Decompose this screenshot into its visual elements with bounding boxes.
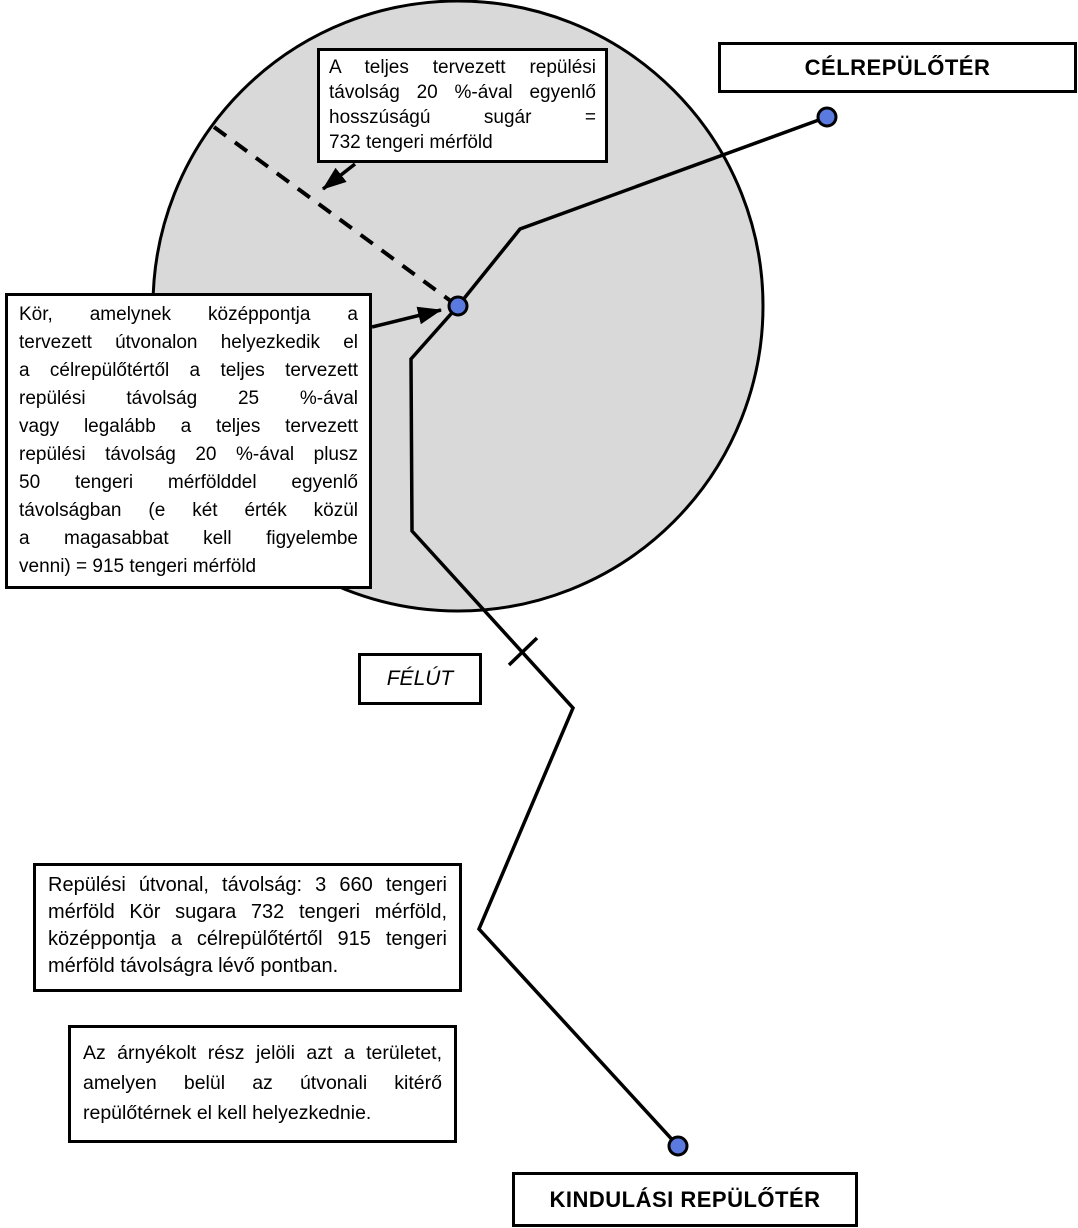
note-line: Az árnyékolt rész jelöli azt a területet, [83,1042,442,1064]
note-line: a magasabbat kell figyelembe [19,528,358,549]
note-line: vagy legalább a teljes tervezett [19,416,358,437]
note-line: 732 tengeri mérföld [329,132,493,153]
note-line: Repülési útvonal, távolság: 3 660 tengeri [48,874,447,896]
note-line: repülőtérnek el kell helyezkednie. [83,1102,372,1124]
note-line: hosszúságú sugár = [329,107,596,128]
note-line: távolságban (e két érték közül [19,500,358,521]
note-line: távolság 20 %-ával egyenlő [329,82,596,103]
note-line: amelyen belül az útvonali kitérő [83,1072,442,1094]
note-line: A teljes tervezett repülési [329,57,596,78]
note-line: tervezett útvonalon helyezkedik el [19,332,358,353]
departure-airport-label-box [512,1172,858,1227]
radius-note-box [317,48,608,163]
halfway-label-box [358,653,482,705]
note-line: mérföld távolságra lévő pontban. [48,955,339,977]
note-line: venni) = 915 tengeri mérföld [19,556,257,577]
note-line: 50 tengeri mérfölddel egyenlő [19,472,358,493]
route-note-box [33,863,462,992]
destination-airport-label: CÉLREPÜLŐTÉR [804,54,991,80]
note-line: a célrepülőtértől a teljes tervezett [19,360,358,381]
shaded-area-note-box [68,1025,457,1143]
note-line: középpontja a célrepülőtértől 915 tengeri [48,928,447,950]
note-line: Kör, amelynek középpontja a [19,304,358,325]
note-line: mérföld Kör sugara 732 tengeri mérföld, [48,901,447,923]
destination-airport-label-box [718,42,1077,93]
note-line: repülési távolság 20 %-ával plusz [19,444,358,465]
circle-center-note-box [5,293,372,589]
circle-center-dot [449,297,467,315]
departure-airport-dot [669,1137,687,1155]
destination-airport-dot [818,108,836,126]
note-line: repülési távolság 25 %-ával [19,388,358,409]
departure-airport-label: KINDULÁSI REPÜLŐTÉR [549,1186,821,1212]
halfway-label: FÉLÚT [386,667,454,690]
